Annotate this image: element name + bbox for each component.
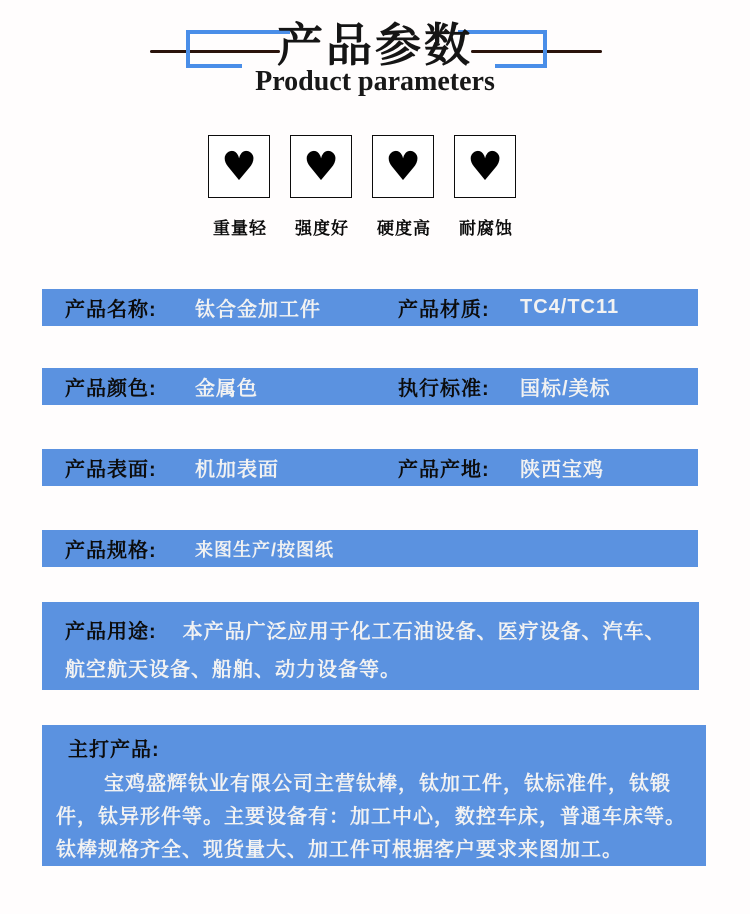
heart-icon: ♥ (303, 143, 339, 190)
feature-item (290, 135, 354, 239)
feature-item (454, 135, 518, 239)
main-products-block (42, 725, 706, 866)
spec-label: 产品表面: (65, 459, 157, 481)
spec-value: 金属色 (195, 378, 258, 400)
feature-box (372, 135, 434, 198)
spec-value: 钛合金加工件 (195, 299, 321, 321)
page-title: 产品参数 (277, 19, 473, 71)
usage-label: 产品用途: (65, 621, 157, 643)
spec-bar-color-standard (42, 368, 698, 405)
spec-value: TC4/TC11 (520, 296, 620, 318)
feature-label: 硬度高 (377, 219, 431, 238)
feature-label: 强度好 (295, 219, 349, 238)
spec-label: 产品规格: (65, 540, 157, 562)
spec-bar-surface-origin (42, 449, 698, 486)
feature-label: 重量轻 (213, 219, 267, 238)
heart-icon: ♥ (221, 143, 257, 190)
feature-box (208, 135, 270, 198)
spec-value: 国标/美标 (520, 378, 611, 400)
feature-box (290, 135, 352, 198)
heart-icon: ♥ (385, 143, 421, 190)
spec-bar-specification (42, 530, 698, 567)
spec-bar-name-material (42, 289, 698, 326)
feature-item (372, 135, 436, 239)
spec-value: 机加表面 (195, 459, 279, 481)
page-subtitle: Product parameters (255, 66, 495, 97)
spec-value: 陕西宝鸡 (520, 459, 604, 481)
spec-label: 执行标准: (398, 378, 490, 400)
spec-label: 产品颜色: (65, 378, 157, 400)
feature-item (208, 135, 272, 239)
feature-label: 耐腐蚀 (459, 219, 513, 238)
feature-list (208, 135, 518, 239)
spec-label: 产品名称: (65, 299, 157, 321)
usage-block (42, 602, 699, 690)
header (0, 0, 750, 115)
feature-box (454, 135, 516, 198)
main-products-text: 宝鸡盛辉钛业有限公司主营钛棒，钛加工件，钛标准件，钛锻件，钛异形件等。主要设备有：加工中心，数控车床，普通车床等。钛棒规格齐全、现货量大、加工件可根据客户要求来图加工。 (56, 773, 686, 861)
usage-text: 本产品广泛应用于化工石油设备、医疗设备、汽车、航空航天设备、船舶、动力设备等。 (65, 621, 666, 681)
spec-value: 来图生产/按图纸 (195, 539, 335, 560)
spec-label: 产品产地: (398, 459, 490, 481)
main-products-label: 主打产品: (68, 739, 160, 761)
spec-label: 产品材质: (398, 299, 490, 321)
heart-icon: ♥ (467, 143, 503, 190)
